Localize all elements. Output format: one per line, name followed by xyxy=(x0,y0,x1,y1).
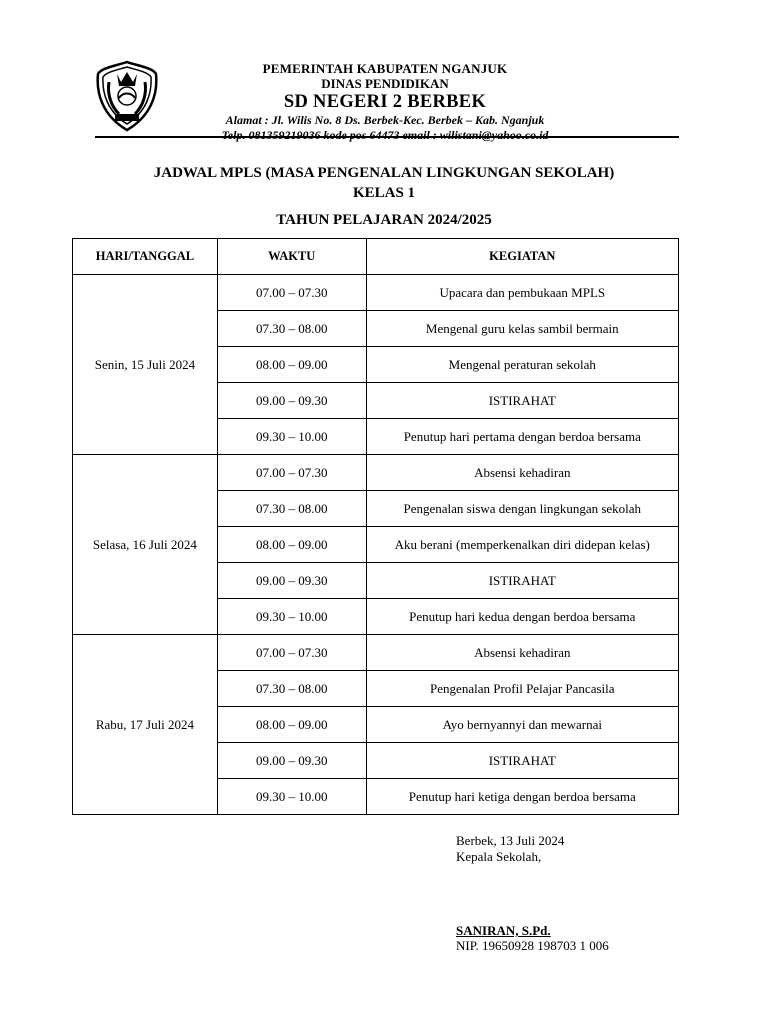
signature-name: SANIRAN, S.Pd. xyxy=(456,923,551,938)
letterhead-contact: Telp. 081359219036 kode pos 64473 email : wilistani@yahoo.co.id xyxy=(221,128,549,142)
activity-cell: Absensi kehadiran xyxy=(366,635,678,671)
activity-cell: ISTIRAHAT xyxy=(366,383,678,419)
time-cell: 08.00 – 09.00 xyxy=(217,347,366,383)
signature-position: Kepala Sekolah, xyxy=(456,849,542,864)
time-cell: 09.30 – 10.00 xyxy=(217,419,366,455)
letterhead-address: Alamat : Jl. Wilis No. 8 Ds. Berbek-Kec. Berbek – Kab. Nganjuk xyxy=(225,113,545,127)
activity-cell: ISTIRAHAT xyxy=(366,563,678,599)
table-row xyxy=(73,635,679,671)
day-cell: Selasa, 16 Juli 2024 xyxy=(73,455,218,635)
day-cell: Rabu, 17 Juli 2024 xyxy=(73,635,218,815)
time-cell: 08.00 – 09.00 xyxy=(217,707,366,743)
time-cell: 09.00 – 09.30 xyxy=(217,563,366,599)
table-row xyxy=(73,455,679,491)
activity-cell: Mengenal guru kelas sambil bermain xyxy=(366,311,678,347)
letterhead-divider xyxy=(95,136,679,138)
letterhead-government: PEMERINTAH KABUPATEN NGANJUK xyxy=(262,61,508,76)
letterhead-department: DINAS PENDIDIKAN xyxy=(321,76,449,91)
activity-cell: Pengenalan Profil Pelajar Pancasila xyxy=(366,671,678,707)
table-row xyxy=(73,275,679,311)
activity-cell: Penutup hari pertama dengan berdoa bersama xyxy=(366,419,678,455)
time-cell: 07.30 – 08.00 xyxy=(217,311,366,347)
time-cell: 09.00 – 09.30 xyxy=(217,383,366,419)
activity-cell: Mengenal peraturan sekolah xyxy=(366,347,678,383)
time-cell: 07.30 – 08.00 xyxy=(217,671,366,707)
day-cell: Senin, 15 Juli 2024 xyxy=(73,275,218,455)
time-cell: 09.30 – 10.00 xyxy=(217,779,366,815)
letterhead-school-name: SD NEGERI 2 BERBEK xyxy=(283,92,487,112)
activity-cell: Pengenalan siswa dengan lingkungan sekolah xyxy=(366,491,678,527)
document-title: JADWAL MPLS (MASA PENGENALAN LINGKUNGAN SEKOLAH) xyxy=(153,165,615,181)
time-cell: 07.00 – 07.30 xyxy=(217,275,366,311)
time-cell: 07.00 – 07.30 xyxy=(217,455,366,491)
schedule-table xyxy=(72,238,679,815)
header-day: HARI/TANGGAL xyxy=(73,239,218,275)
time-cell: 07.00 – 07.30 xyxy=(217,635,366,671)
document-school-year: TAHUN PELAJARAN 2024/2025 xyxy=(276,212,492,228)
signature-nip: NIP. 19650928 198703 1 006 xyxy=(456,938,609,953)
activity-cell: Penutup hari ketiga dengan berdoa bersama xyxy=(366,779,678,815)
activity-cell: Absensi kehadiran xyxy=(366,455,678,491)
time-cell: 09.00 – 09.30 xyxy=(217,743,366,779)
time-cell: 09.30 – 10.00 xyxy=(217,599,366,635)
header-time: WAKTU xyxy=(217,239,366,275)
signature-place-date: Berbek, 13 Juli 2024 xyxy=(456,833,565,848)
header-activity: KEGIATAN xyxy=(366,239,678,275)
activity-cell: ISTIRAHAT xyxy=(366,743,678,779)
table-header-row xyxy=(73,239,679,275)
activity-cell: Penutup hari kedua dengan berdoa bersama xyxy=(366,599,678,635)
regency-emblem-icon xyxy=(95,60,159,132)
activity-cell: Upacara dan pembukaan MPLS xyxy=(366,275,678,311)
letterhead xyxy=(160,61,610,142)
document-class: KELAS 1 xyxy=(352,185,416,201)
time-cell: 07.30 – 08.00 xyxy=(217,491,366,527)
activity-cell: Aku berani (memperkenalkan diri didepan kelas) xyxy=(366,527,678,563)
time-cell: 08.00 – 09.00 xyxy=(217,527,366,563)
activity-cell: Ayo bernyannyi dan mewarnai xyxy=(366,707,678,743)
